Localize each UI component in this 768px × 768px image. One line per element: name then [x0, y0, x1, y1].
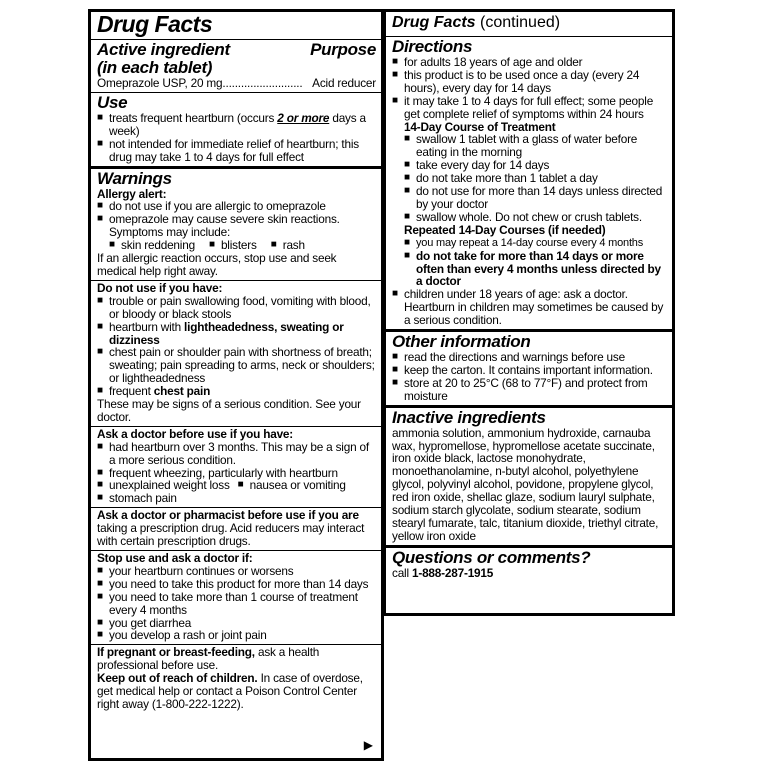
- repeat-heading: Repeated 14-Day Courses (if needed): [404, 222, 606, 237]
- list-item: ■ nausea or vomiting: [238, 479, 346, 492]
- use-list: [97, 112, 376, 164]
- list-item: ■ you may repeat a 14-day course every 4 months: [404, 237, 667, 250]
- allergy-text: If an allergic reaction occurs, stop use and seek medical help right away.: [97, 251, 337, 278]
- list-item: ■ stomach pain: [97, 492, 376, 505]
- list-item: ■ rash: [271, 239, 305, 252]
- list-item: ■ store at 20 to 25°C (68 to 77°F) and protect from moisture: [392, 377, 667, 403]
- list-item: ■ do not use for more than 14 days unless directed by your doctor: [404, 185, 667, 211]
- list-item: ■ do not use if you are allergic to omeprazole: [97, 200, 376, 213]
- ingredient-name: Omeprazole USP, 20 mg: [97, 76, 223, 90]
- list-item: ■ keep the carton. It contains important information.: [392, 364, 667, 377]
- inactive-ingredients-heading: Inactive ingredients: [392, 407, 546, 427]
- list-item: ■ blisters: [209, 239, 257, 252]
- ask-doctor-heading: Ask a doctor before use if you have:: [97, 426, 294, 441]
- list-item: ■ do not take more than 1 tablet a day: [404, 172, 667, 185]
- allergy-heading: Allergy alert:: [97, 186, 167, 201]
- other-information-section: [386, 332, 672, 408]
- list-item: ■ you develop a rash or joint pain: [97, 629, 376, 642]
- title-section: [91, 12, 381, 40]
- do-not-use-text: These may be signs of a serious condition. See your doctor.: [97, 397, 361, 424]
- active-ingredient-subheading: (in each tablet): [97, 58, 213, 77]
- inactive-ingredients-text: ammonia solution, ammonium hydroxide, carnauba wax, hypromellose, hypromellose acetate succinate, iron oxide black, lactose monohydrate, monoethanolamine, n-butyl alcohol, polyethylene glycol, polyvinyl alcohol, povidone, propylene glycol, red iron oxide, shellac glaze, sodium lauryl sulphate, sodium starch glycolate, sodium stearate, sodium stearyl fumarate, talc, titanium dioxide, triethyl citrate, yellow iron oxide: [392, 425, 659, 543]
- phone-line: call 1-888-287-1915: [392, 565, 494, 580]
- continued-arrow-icon: ▶: [363, 738, 373, 752]
- list-item: ■ you need to take more than 1 course of treatment every 4 months: [97, 591, 376, 617]
- directions-heading: Directions: [392, 37, 473, 56]
- ask-pharmacist-heading: Ask a doctor or pharmacist before use if you are: [97, 508, 359, 523]
- list-item: ■ this product is to be used once a day (every 24 hours), every day for 14 days: [392, 69, 667, 95]
- drug-facts-panel-right: [383, 9, 675, 616]
- use-heading: Use: [97, 92, 128, 112]
- do-not-use-section: [91, 281, 381, 427]
- list-item: ■ trouble or pain swallowing food, vomiting with blood, or bloody or black stools: [97, 295, 376, 321]
- list-item: ■ treats frequent heartburn (occurs 2 or more days a week): [97, 112, 376, 138]
- list-item: ■ your heartburn continues or worsens: [97, 565, 376, 578]
- list-item: ■ not intended for immediate relief of heartburn; this drug may take 1 to 4 days for full effect: [97, 138, 376, 164]
- list-item: ■ chest pain or shoulder pain with shortness of breath; sweating; pain spreading to arms, neck or shoulders; or lightheadedness: [97, 346, 376, 385]
- active-ingredient-heading: Active ingredient: [97, 40, 230, 59]
- list-item: ■ frequent chest pain: [97, 385, 376, 398]
- list-item: ■ heartburn with lightheadedness, sweating or dizziness: [97, 321, 376, 347]
- list-item: ■ swallow 1 tablet with a glass of water before eating in the morning: [404, 133, 667, 159]
- continued-title-section: [386, 12, 672, 37]
- list-item: ■ take every day for 14 days: [404, 159, 667, 172]
- do-not-use-heading: Do not use if you have:: [97, 280, 223, 295]
- list-item: ■ you get diarrhea: [97, 617, 376, 630]
- keep-out-text: Keep out of reach of children. In case of overdose, get medical help or contact a Poison Control Center right away (1-800-222-1222).: [97, 671, 363, 711]
- purpose-heading: Purpose: [310, 40, 376, 59]
- ask-doctor-section: [91, 427, 381, 508]
- phone-number: 1-888-287-1915: [411, 565, 494, 580]
- questions-heading: Questions or comments?: [392, 547, 591, 567]
- list-item: ■ it may take 1 to 4 days for full effect; some people get complete relief of symptoms within 24 hours: [392, 95, 667, 121]
- list-item: ■ unexplained weight loss: [97, 479, 230, 492]
- warnings-allergy-section: [91, 169, 381, 281]
- ingredient-row: [97, 77, 376, 90]
- list-item: ■ read the directions and warnings before use: [392, 351, 667, 364]
- inactive-ingredients-section: [386, 408, 672, 548]
- drug-facts-panel-left: [88, 9, 384, 761]
- list-item: ■ for adults 18 years of age and older: [392, 56, 667, 69]
- directions-section: [386, 37, 672, 332]
- list-item: ■ children under 18 years of age: ask a doctor. Heartburn in children may sometimes be caused by a serious condition.: [392, 288, 667, 327]
- stop-use-heading: Stop use and ask a doctor if:: [97, 551, 253, 565]
- list-item: ■ you need to take this product for more than 14 days: [97, 578, 376, 591]
- course-heading: 14-Day Course of Treatment: [404, 119, 556, 134]
- list-item: ■ had heartburn over 3 months. This may be a sign of a more serious condition.: [97, 441, 376, 467]
- ingredient-dots: ..........................: [222, 77, 303, 90]
- warnings-heading: Warnings: [97, 168, 172, 188]
- list-item: ■ swallow whole. Do not chew or crush tablets.: [404, 211, 667, 224]
- ingredient-purpose: Acid reducer: [312, 76, 376, 90]
- active-ingredient-section: [91, 40, 381, 93]
- list-item: ■ omeprazole may cause severe skin reactions. Symptoms may include:: [97, 213, 376, 239]
- other-information-heading: Other information: [392, 332, 531, 352]
- list-item: ■ frequent wheezing, particularly with heartburn: [97, 467, 376, 480]
- list-item: ■ skin reddening: [109, 239, 195, 252]
- stop-use-section: [91, 551, 381, 645]
- ask-pharmacist-section: [91, 508, 381, 551]
- drug-facts-title: Drug Facts: [97, 11, 213, 37]
- list-item: ■ do not take for more than 14 days or more often than every 4 months unless directed by a doctor: [404, 250, 667, 289]
- pregnancy-text: If pregnant or breast-feeding, ask a health professional before use.: [97, 645, 320, 673]
- ask-pharmacist-text: taking a prescription drug. Acid reducers may interact with certain prescription drugs.: [97, 521, 365, 549]
- use-section: [91, 93, 381, 169]
- drug-facts-continued-title: Drug Facts (continued): [392, 14, 561, 31]
- questions-section: [386, 548, 672, 582]
- pregnancy-section: [91, 645, 381, 713]
